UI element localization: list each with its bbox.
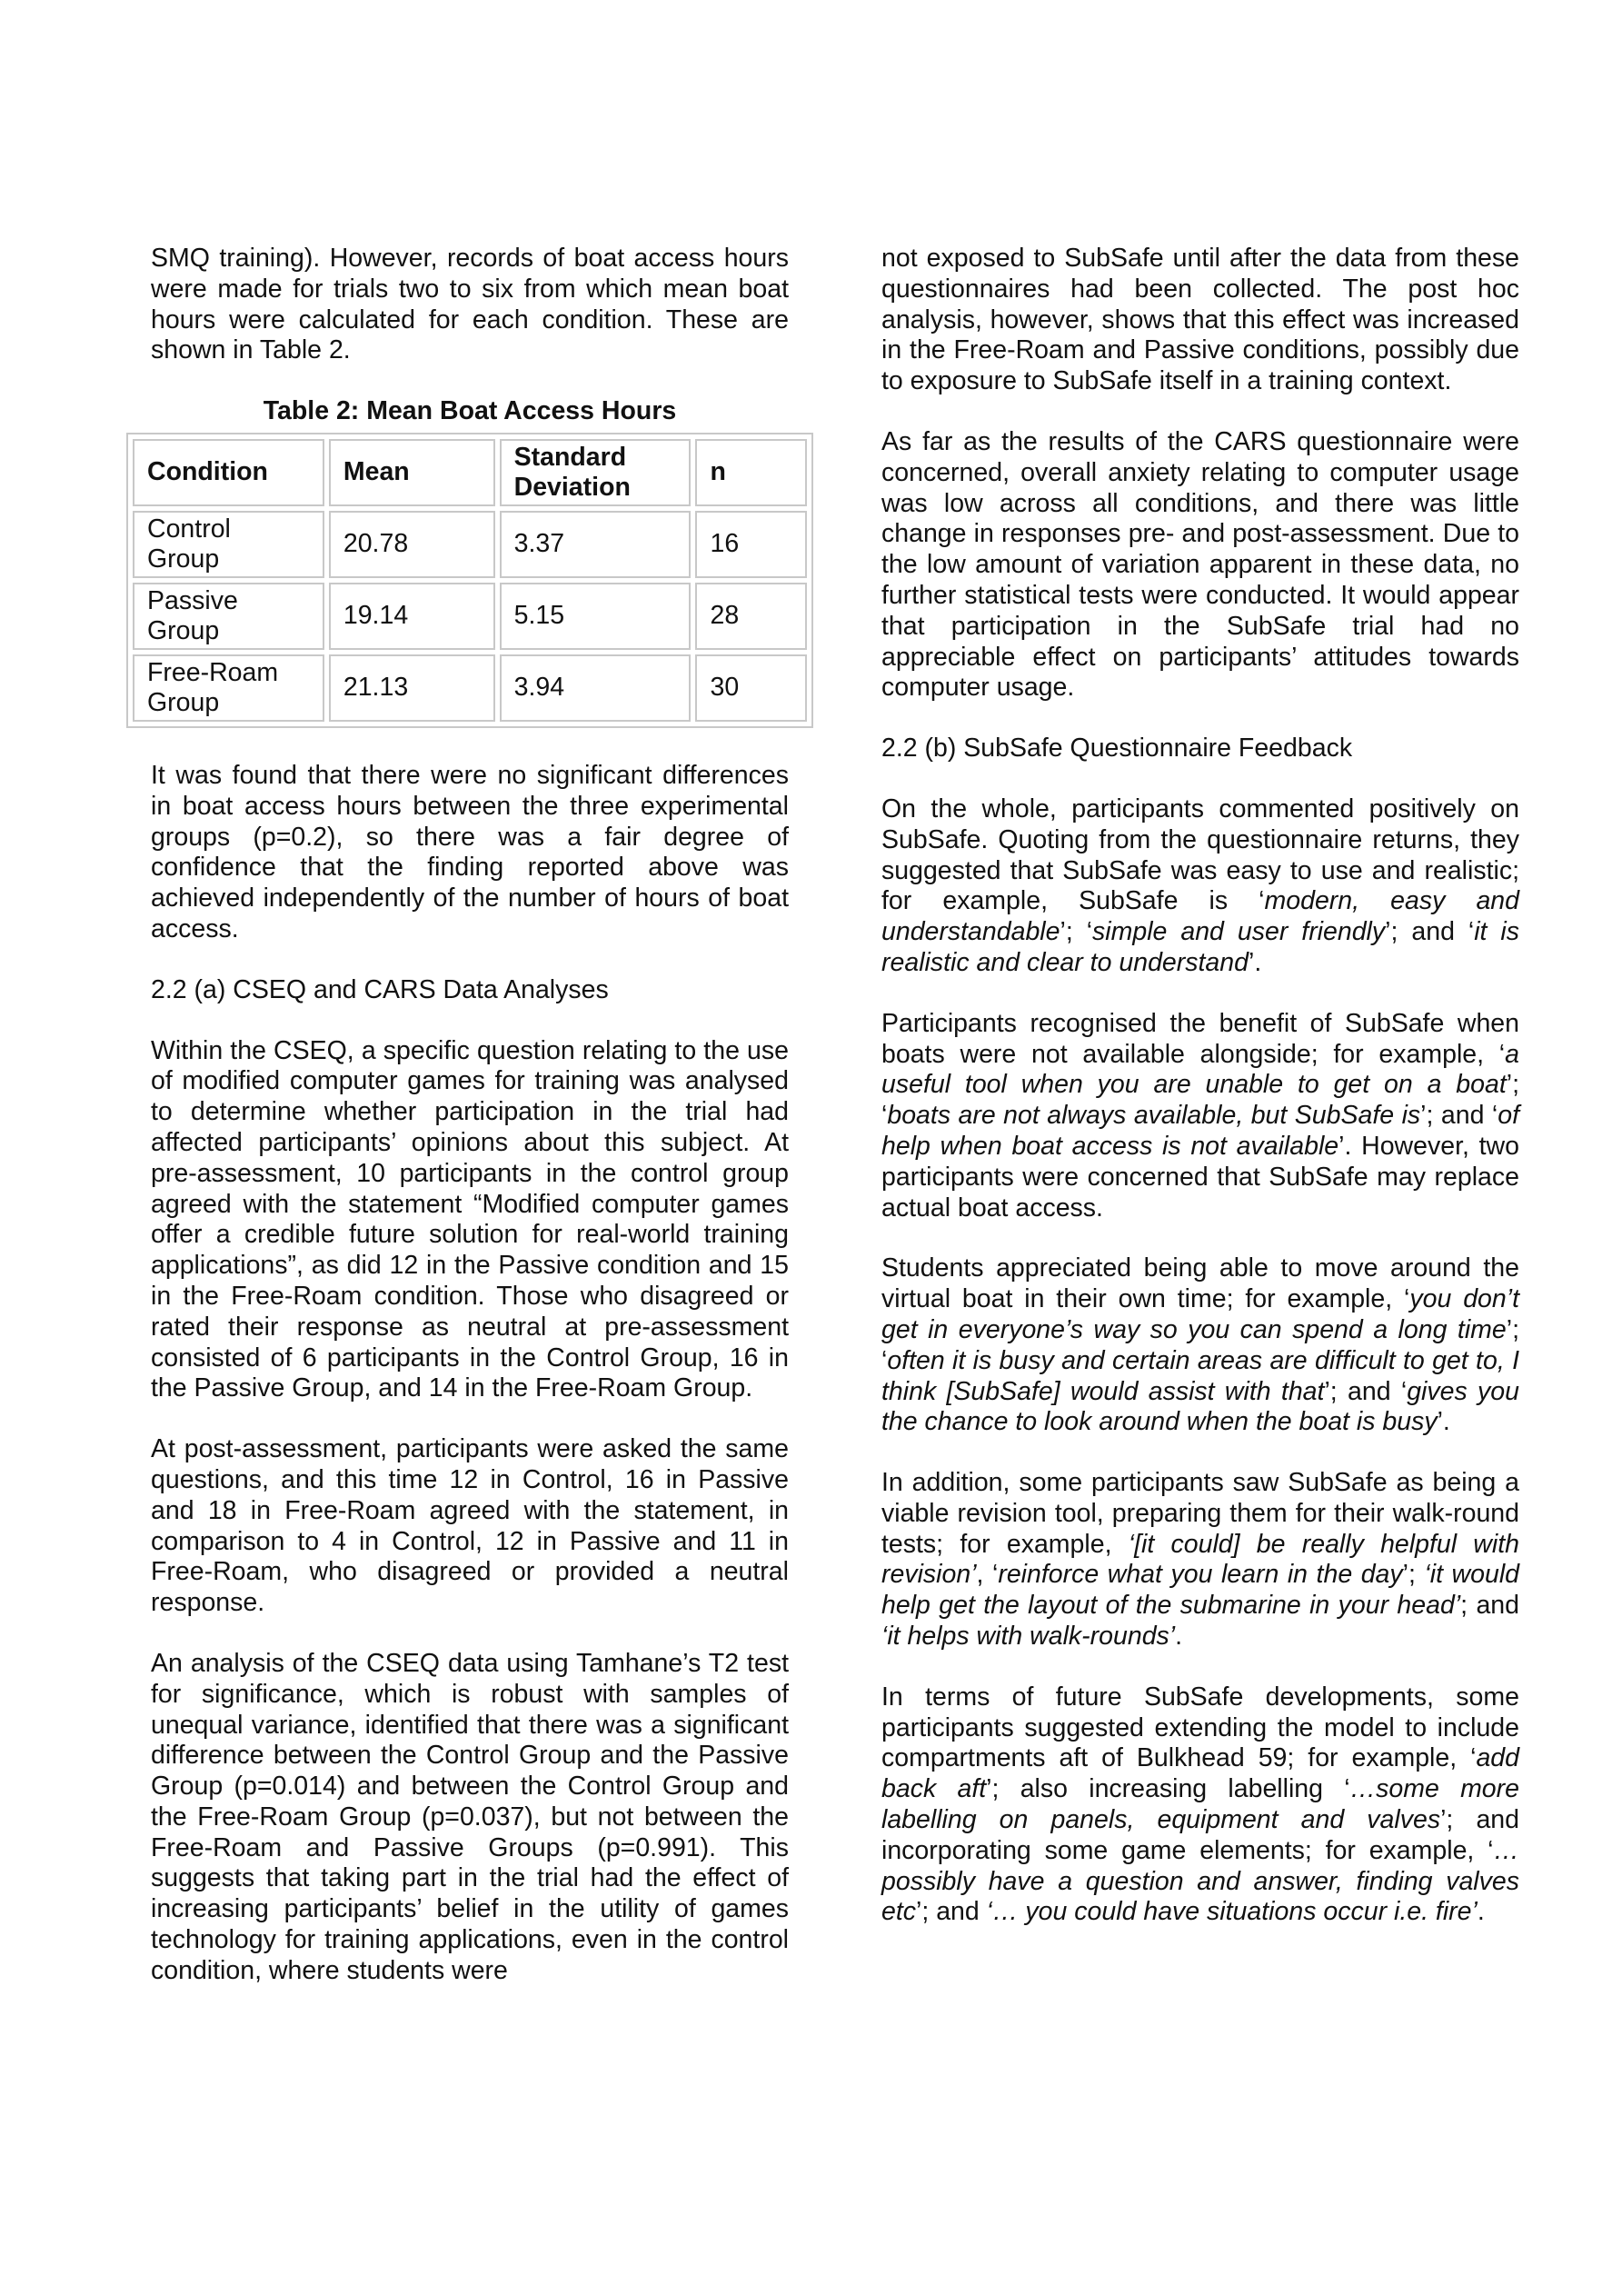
paragraph: An analysis of the CSEQ data using Tamhane’s T2 test for significance, which is robust with samples of unequal variance, identified that there was a significant difference between the Control Group and the Passive Group (p=0.014) and between the Control Group and the Free-Roam Group (p=0.037), but not between the Free-Roam and Passive Groups (p=0.991). This suggests that taking part in the trial had the effect of increasing participants’ belief in the utility of games technology for training applications, even in the control condition, where students were [151, 1648, 789, 1985]
paragraph: As far as the results of the CARS questionnaire were concerned, overall anxiety relating to computer usage was low across all conditions, and there was little change in responses pre- and post-assessment. Due to the low amount of variation apparent in these data, no further statistical tests were conducted. It would appear that participation in the SubSafe trial had no appreciable effect on participants’ attitudes towards computer usage. [881, 426, 1519, 703]
paragraph: not exposed to SubSafe until after the data from these questionnaires had been collected. The post hoc analysis, however, shows that this effect was increased in the Free-Roam and Passive conditions, possibly due to exposure to SubSafe itself in a training context. [881, 244, 1519, 396]
table-header-cell: Standard Deviation [500, 439, 692, 506]
table-cell: 3.37 [500, 511, 692, 578]
paragraph: At post-assessment, participants were asked the same questions, and this time 12 in Control, 16 in Passive and 18 in Free-Roam agreed with the statement, in comparison to 4 in Control, 12 in Passive and 11 in Free-Roam, who disagreed or provided a neutral response. [151, 1434, 789, 1618]
quote: modern, easy and understandable [881, 886, 1519, 947]
table-cell: 21.13 [329, 654, 495, 722]
text-run: , ‘ [976, 1560, 999, 1590]
table-cell: Control Group [133, 511, 324, 578]
quote: add back aft [881, 1743, 1519, 1804]
quote: …possibly have a question and answer, finding valves etc [881, 1835, 1519, 1927]
text-run: ’; and ‘ [1385, 917, 1475, 947]
text-run: ’; and ‘ [1324, 1376, 1408, 1406]
table-header-cell: Condition [133, 439, 324, 506]
table-header-row [133, 439, 807, 506]
table-cell: 30 [695, 654, 807, 722]
quote: ‘… you could have situations occur i.e. fire’ [986, 1897, 1478, 1927]
table-header-cell: Mean [329, 439, 495, 506]
text-run: Students appreciated being able to move around the virtual boat in their own time; for example, ‘ [881, 1253, 1519, 1314]
text-run: ’; and [916, 1897, 987, 1927]
table-cell: 19.14 [329, 583, 495, 650]
data-table [126, 433, 813, 728]
left-column [147, 244, 789, 2017]
table-row [133, 583, 807, 650]
table-cell: Free-Roam Group [133, 654, 324, 722]
table-cell: 5.15 [500, 583, 692, 650]
table-cell: Passive Group [133, 583, 324, 650]
paragraph [881, 1682, 1519, 1928]
quote: of help when boat access is not available [881, 1101, 1519, 1161]
quote: ‘it would help get the layout of the submarine in your head’ [881, 1560, 1520, 1621]
quote: often it is busy and certain areas are difficult to get to, I think [SubSafe] would assist with that [881, 1345, 1519, 1406]
quote: it is realistic and clear to understand [881, 917, 1520, 977]
table-header-cell: n [695, 439, 807, 506]
text-run: ’. [1437, 1407, 1450, 1437]
paragraph: It was found that there were no significant differences in boat access hours between the three experimental groups (p=0.2), so there was a fair degree of confidence that the finding reported above was achieved independently of the number of hours of boat access. [151, 760, 789, 943]
table-cell: 20.78 [329, 511, 495, 578]
quote: boats are not always available, but SubSafe is [887, 1101, 1421, 1131]
table-cell: 3.94 [500, 654, 692, 722]
quote: you don’t get in everyone’s way so you can spend a long time [881, 1284, 1519, 1344]
section-heading: 2.2 (b) SubSafe Questionnaire Feedback [881, 734, 1353, 764]
text-run: . [1477, 1897, 1485, 1927]
table-cell: 28 [695, 583, 807, 650]
table-row [133, 511, 807, 578]
quote: …some more labelling on panels, equipment and valves [881, 1774, 1520, 1835]
quote: reinforce what you learn in the day [998, 1560, 1403, 1590]
table-cell: 16 [695, 511, 807, 578]
text-run: ’; [1402, 1560, 1425, 1590]
text-run: ’; and incorporating some game elements; for example, ‘ [881, 1805, 1519, 1865]
text-run: . [1175, 1622, 1183, 1652]
text-run: In terms of future SubSafe developments, some participants suggested extending the model to include compartments aft of Bulkhead 59; for example, ‘ [881, 1682, 1519, 1773]
text-run: On the whole, participants commented positively on SubSafe. Quoting from the questionnaire returns, they suggested that SubSafe was easy to use and realistic; for example, SubSafe is ‘ [881, 794, 1519, 916]
paragraph: Within the CSEQ, a specific question relating to the use of modified computer games for training was analysed to determine whether participation in the trial had affected participants’ opinions about this subject. At pre-assessment, 10 participants in the control group agreed with the statement “Modified computer games offer a credible future solution for real-world training applications”, as did 12 in the Passive condition and 15 in the Free-Roam condition. Those who disagreed or rated their response as neutral at pre-assessment consisted of 6 participants in the Control Group, 16 in the Passive Group, and 14 in the Free-Roam Group. [151, 1035, 789, 1403]
paragraph [881, 1009, 1519, 1224]
table-caption: Table 2: Mean Boat Access Hours [263, 396, 677, 426]
paragraph [881, 794, 1519, 979]
text-run: ’; ‘ [881, 1314, 1519, 1375]
text-run: ; and [1460, 1591, 1519, 1621]
quote: ‘it helps with walk-rounds’ [881, 1622, 1176, 1652]
right-column [881, 244, 1519, 1958]
text-run: ’; and ‘ [1420, 1101, 1498, 1131]
quote: simple and user friendly [1092, 917, 1386, 947]
quote: a useful tool when you are unable to get on a boat [881, 1039, 1519, 1100]
paragraph [881, 1253, 1519, 1438]
text-run: ’; ‘ [1060, 917, 1093, 947]
quote: ‘[it could] be really helpful with revision’ [881, 1529, 1519, 1590]
text-run: ’. [1248, 947, 1262, 977]
section-heading: 2.2 (a) CSEQ and CARS Data Analyses [151, 974, 609, 1004]
paragraph: SMQ training). However, records of boat access hours were made for trials two to six from which mean boat hours were calculated for each condition. These are shown in Table 2. [151, 244, 789, 365]
text-run: Participants recognised the benefit of SubSafe when boats were not available alongside; for example, ‘ [881, 1008, 1519, 1069]
text-run: In addition, some participants saw SubSafe as being a viable revision tool, preparing them for their walk-round tests; for example, [881, 1468, 1519, 1559]
text-run: ’. However, two participants were concerned that SubSafe may replace actual boat access. [881, 1131, 1519, 1223]
paragraph [881, 1468, 1519, 1652]
text-run: ’; also increasing labelling ‘ [986, 1774, 1350, 1804]
quote: gives you the chance to look around when the boat is busy [881, 1376, 1519, 1437]
table-row [133, 654, 807, 722]
text-run: ’; ‘ [881, 1070, 1519, 1131]
